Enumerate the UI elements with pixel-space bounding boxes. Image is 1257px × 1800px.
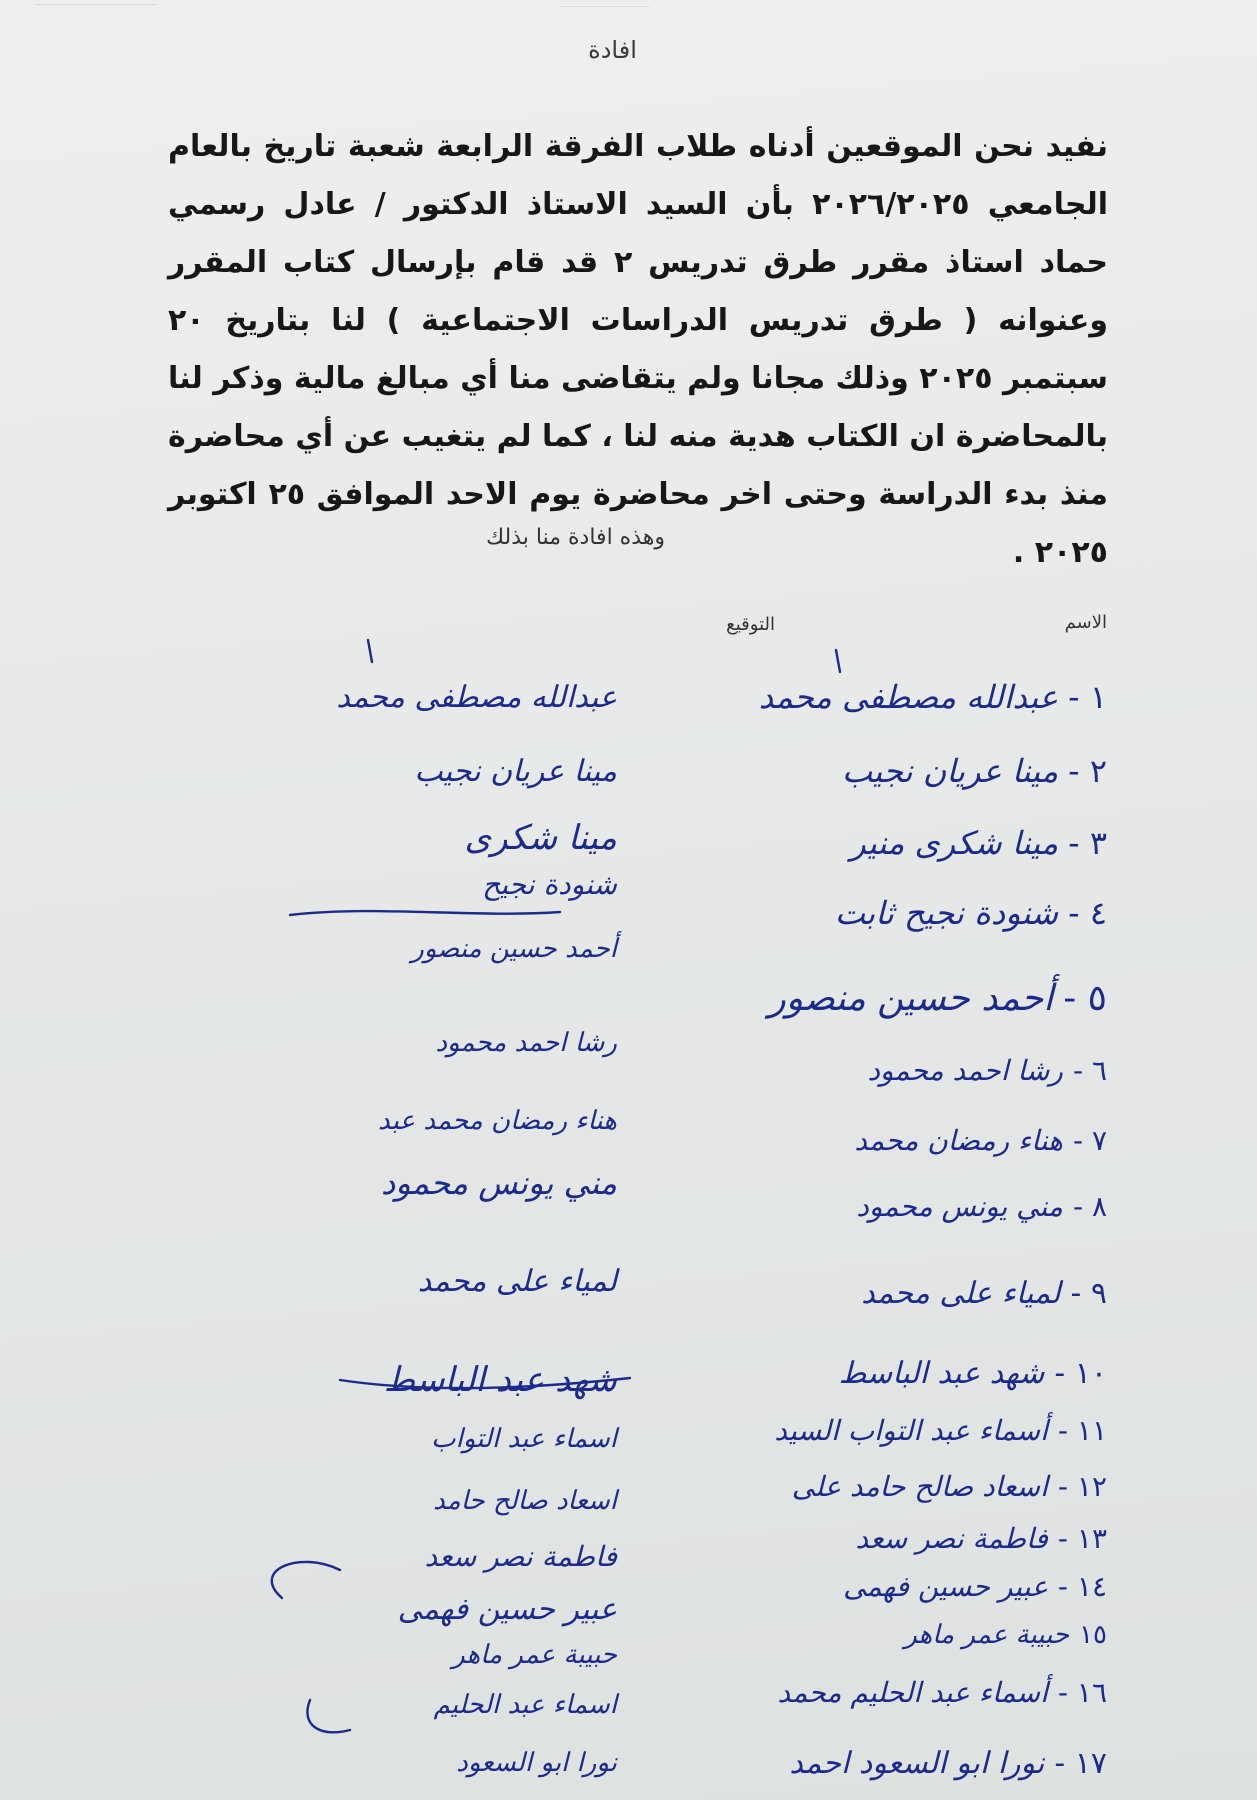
document-title: افادة — [588, 36, 637, 64]
signature: أحمد حسين منصور — [411, 934, 617, 964]
handwritten-name: اسعاد صالح حامد على — [791, 1470, 1048, 1503]
handwritten-name: مينا شكرى منير — [850, 824, 1059, 862]
signature-underline — [290, 911, 560, 915]
faint-corner-mark — [36, 4, 156, 25]
handwritten-name: نورا ابو السعود احمد — [789, 1746, 1045, 1781]
row-number: ١٢ - — [1057, 1470, 1107, 1503]
handwritten-name: شنودة نجيح ثابت — [834, 894, 1059, 932]
handwritten-name: فاطمة نصر سعد — [855, 1522, 1048, 1555]
row-number: ٣ - — [1068, 824, 1107, 862]
signature: هناء رمضان محمد عبد — [378, 1106, 617, 1136]
handwritten-name: مينا عريان نجيب — [842, 752, 1059, 790]
signature: عبدالله مصطفى محمد — [336, 680, 617, 715]
signatory-name-row — [850, 824, 1107, 862]
row-number: ١٥ — [1079, 1620, 1107, 1650]
signatory-name-row — [904, 1620, 1107, 1650]
signature: فاطمة نصر سعد — [424, 1540, 617, 1573]
handwritten-name: رشا احمد محمود — [867, 1054, 1063, 1087]
signature: لمياء على محمد — [417, 1264, 617, 1299]
signatory-name-row — [835, 894, 1107, 932]
signatory-name-row — [867, 1054, 1107, 1087]
signature-loop — [272, 1562, 340, 1598]
row-number: ٥ - — [1063, 978, 1107, 1019]
closing-line: وهذه افادة منا بذلك — [486, 525, 665, 550]
handwritten-name: هناء رمضان محمد — [854, 1124, 1063, 1157]
handwritten-name: أسماء عبد التواب السيد — [774, 1414, 1048, 1447]
signature-flourish — [368, 640, 372, 662]
handwritten-name: عبير حسين فهمى — [843, 1570, 1048, 1603]
faint-top-mark — [560, 6, 650, 17]
handwritten-name: حبيبة عمر ماهر — [904, 1620, 1070, 1650]
signatory-name-row — [861, 1276, 1107, 1311]
signatory-name-row — [774, 1414, 1107, 1447]
handwritten-name: أحمد حسين منصور — [768, 978, 1054, 1019]
row-number: ١٦ - — [1057, 1676, 1107, 1709]
signatory-name-row — [792, 1470, 1107, 1503]
handwritten-name: أسماء عبد الحليم محمد — [777, 1676, 1048, 1709]
signatory-name-row — [759, 678, 1107, 716]
signatory-name-row — [842, 752, 1107, 790]
signature: نورا ابو السعود — [456, 1748, 617, 1778]
signature: مينا شكرى — [464, 818, 617, 858]
signature: رشا احمد محمود — [435, 1028, 617, 1058]
handwritten-name: لمياء على محمد — [861, 1276, 1061, 1311]
handwritten-name: شهد عبد الباسط — [838, 1356, 1045, 1391]
statement-paragraph: نفيد نحن الموقعين أدناه طلاب الفرقة الرابعة شعبة تاريخ بالعام الجامعي ٢٠٢٦/٢٠٢٥ بأن السيد الاستاذ الدكتور / عادل رسمي حماد استاذ مقرر طرق تدريس ٢ قد قام بإرسال كتاب المقرر وعنوانه ( طرق تدريس الدراسات الاجتماعية ) لنا بتاريخ ٢٠ سبتمبر ٢٠٢٥ وذلك مجانا ولم يتقاضى منا أي مبالغ مالية وذكر لنا بالمحاضرة ان الكتاب هدية منه لنا ، كما لم يتغيب عن أي محاضرة منذ بدء الدراسة وحتى اخر محاضرة يوم الاحد الموافق ٢٥ اكتوبر ٢٠٢٥ . — [168, 129, 1109, 570]
signature: حبيبة عمر ماهر — [452, 1640, 617, 1670]
signature: مني يونس محمود — [380, 1164, 617, 1202]
signature: اسماء عبد التواب — [431, 1424, 617, 1454]
signatory-name-row — [856, 1190, 1107, 1223]
signature-column-header: التوقيع — [726, 614, 775, 635]
name-column-header: الاسم — [1064, 612, 1107, 633]
row-number: ٦ - — [1072, 1054, 1107, 1087]
signatory-name-row — [839, 1356, 1107, 1391]
row-number: ١٠ - — [1054, 1356, 1107, 1391]
row-number: ١١ - — [1057, 1414, 1107, 1447]
row-number: ٨ - — [1072, 1190, 1107, 1223]
row-number: ١٧ - — [1054, 1746, 1107, 1781]
signatory-name-row — [843, 1570, 1107, 1603]
row-number: ٤ - — [1068, 894, 1107, 932]
signatory-name-row — [789, 1746, 1107, 1781]
signature: اسعاد صالح حامد — [433, 1486, 617, 1516]
signature: شنودة نجيح — [482, 868, 617, 901]
signature: عبير حسين فهمى — [397, 1592, 617, 1627]
signature-loop — [307, 1700, 350, 1732]
row-number: ٩ - — [1070, 1276, 1107, 1311]
name-flourish — [836, 650, 840, 672]
row-number: ٧ - — [1072, 1124, 1107, 1157]
handwritten-name: عبدالله مصطفى محمد — [758, 678, 1059, 716]
signatory-name-row — [778, 1676, 1107, 1709]
handwritten-name: مني يونس محمود — [856, 1190, 1063, 1223]
row-number: ٢ - — [1068, 752, 1107, 790]
signature: شهد عبد الباسط — [383, 1360, 617, 1400]
signature: مينا عريان نجيب — [414, 754, 617, 789]
signatory-name-row — [854, 1124, 1107, 1157]
row-number: ١ - — [1068, 678, 1107, 716]
row-number: ١٤ - — [1057, 1570, 1107, 1603]
signatory-name-row — [768, 978, 1107, 1019]
signatory-name-row — [856, 1522, 1107, 1555]
row-number: ١٣ - — [1057, 1522, 1107, 1555]
signature: اسماء عبد الحليم — [433, 1690, 617, 1720]
